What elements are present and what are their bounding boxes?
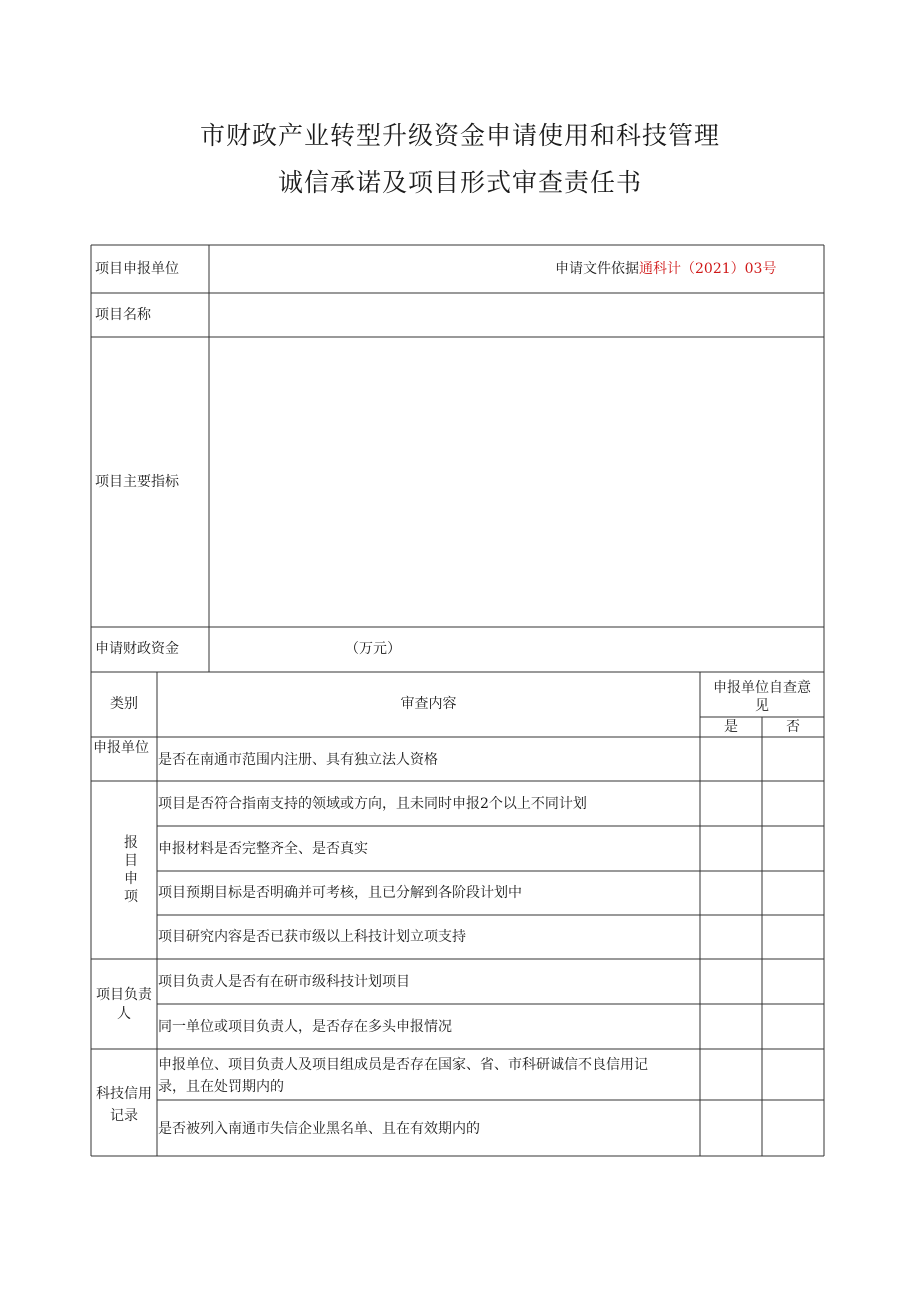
col-category-header: 类别: [110, 696, 138, 712]
label-applicant-unit: 项目申报单位: [95, 261, 179, 277]
category-leader-line2: 人: [117, 1006, 131, 1022]
category-project-text: 报目申项: [124, 835, 138, 905]
col-selfcheck-header-line1: 申报单位自查意: [713, 680, 811, 696]
col-yes-header: 是: [724, 719, 738, 735]
review-item-4: 项目预期目标是否明确并可考核，且已分解到各阶段计划中: [158, 885, 522, 901]
col-selfcheck-header-line2: 见: [755, 698, 769, 714]
category-applicant-unit: 申报单位: [93, 740, 149, 756]
label-main-indicators: 项目主要指标: [95, 474, 179, 490]
review-item-6: 项目负责人是否有在研市级科技计划项目: [158, 974, 410, 990]
review-item-5: 项目研究内容是否已获市级以上科技计划立项支持: [158, 929, 466, 945]
basis-prefix: 申请文件依据: [555, 261, 639, 277]
col-no-header: 否: [786, 719, 800, 735]
basis-field: [555, 259, 776, 279]
category-credit-line2: 记录: [110, 1108, 138, 1124]
document-title-line2: 诚信承诺及项目形式审查责任书: [277, 168, 642, 197]
review-item-2: 项目是否符合指南支持的领域或方向，且未同时申报2个以上不同计划: [158, 796, 587, 812]
label-funding: 申请财政资金: [95, 641, 179, 657]
review-item-3: 申报材料是否完整齐全、是否真实: [158, 841, 368, 857]
review-item-1: 是否在南通市范围内注册、具有独立法人资格: [158, 752, 438, 768]
review-item-7: 同一单位或项目负责人，是否存在多头申报情况: [158, 1019, 452, 1035]
review-item-9: 是否被列入南通市失信企业黑名单、且在有效期内的: [158, 1121, 480, 1137]
category-credit-line1: 科技信用: [96, 1086, 152, 1102]
category-project-vertical: [121, 834, 141, 906]
funding-unit: （万元）: [345, 641, 401, 657]
basis-doc-number: 通科计（2021）03号: [639, 261, 777, 277]
col-content-header: 审查内容: [400, 696, 457, 712]
document-title-line1: 市财政产业转型升级资金申请使用和科技管理: [199, 121, 720, 150]
review-item-8-line1: 申报单位、项目负责人及项目组成员是否存在国家、省、市科研诚信不良信用记: [158, 1057, 648, 1073]
category-leader-line1: 项目负责: [96, 987, 152, 1003]
review-item-8-line2: 录，且在处罚期内的: [158, 1079, 284, 1095]
label-project-name: 项目名称: [95, 307, 151, 323]
